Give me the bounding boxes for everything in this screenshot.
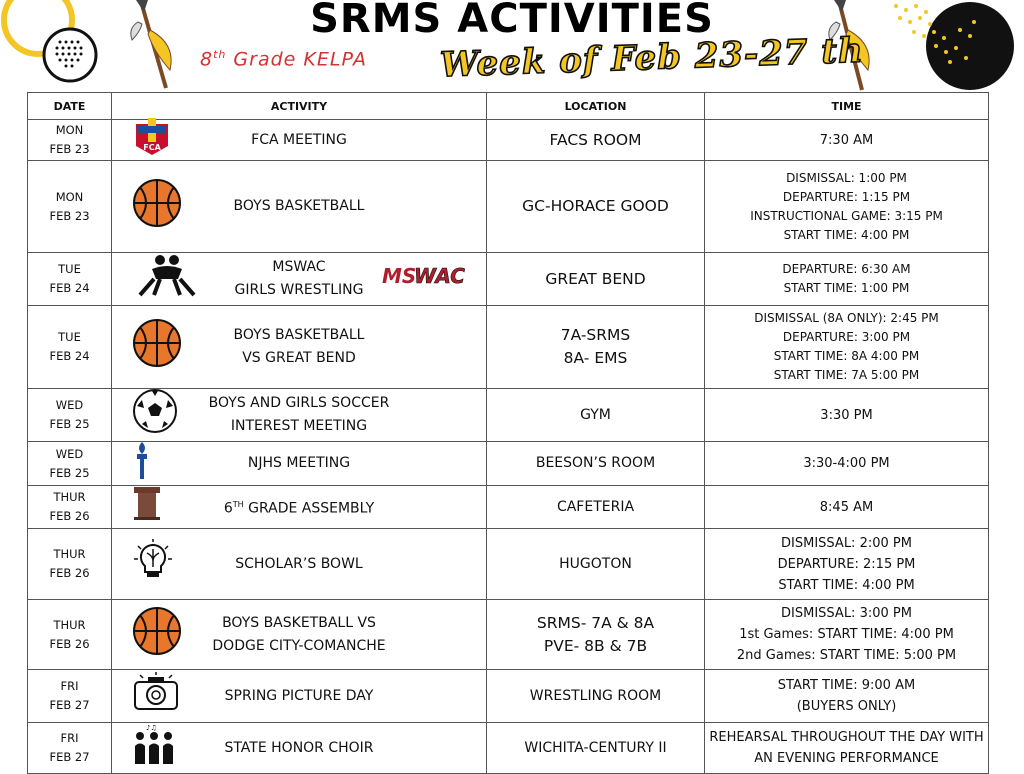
time-cell (705, 306, 989, 389)
table-row (28, 529, 989, 600)
time-value: DEPARTURE: 3:00 PM (782, 330, 911, 344)
time-cell (705, 120, 989, 161)
podium-icon (132, 485, 162, 529)
time-cell (705, 161, 989, 253)
activity-name: BOYS BASKETBALL VS (222, 614, 376, 631)
time-cell (705, 600, 989, 670)
time-value: (BUYERS ONLY) (796, 699, 897, 714)
day-label: TUE (58, 330, 81, 344)
activity-cell (112, 600, 487, 670)
svg-text:FCA: FCA (143, 143, 161, 152)
time-value: START TIME: 9:00 AM (777, 678, 916, 693)
location-name: GREAT BEND (545, 269, 646, 288)
activity-name: FCA MEETING (251, 131, 347, 148)
time-value: START TIME: 8A 4:00 PM (773, 349, 920, 363)
location-cell (487, 253, 705, 306)
brain-bulb-icon (132, 539, 174, 589)
location-cell (487, 600, 705, 670)
mswac-logo (380, 261, 468, 297)
day-label: THUR (53, 547, 86, 561)
wrestling-icon (132, 253, 202, 305)
svg-text:MS: MS (382, 264, 417, 288)
activities-table (27, 92, 989, 774)
location-cell (487, 120, 705, 161)
activity-cell (112, 486, 487, 529)
activity-cell (112, 389, 487, 442)
day-label: THUR (53, 490, 86, 504)
soccer-ball-icon (132, 388, 178, 442)
location-name: CAFETERIA (556, 498, 635, 515)
activity-name: SPRING PICTURE DAY (224, 687, 374, 704)
activity-cell (112, 723, 487, 774)
activity-name: SCHOLAR’S BOWL (235, 555, 363, 572)
date-label: FEB 24 (49, 349, 90, 363)
time-value: DISMISSAL (8A ONLY): 2:45 PM (754, 311, 939, 325)
location-cell (487, 670, 705, 723)
activity-name: VS GREAT BEND (242, 350, 356, 366)
date-cell (28, 253, 112, 306)
day-label: MON (55, 189, 84, 204)
location-cell (487, 161, 705, 253)
day-label: FRI (60, 679, 79, 693)
time-cell (705, 253, 989, 306)
date-label: FEB 26 (49, 509, 90, 523)
column-header-location: LOCATION (487, 93, 705, 120)
date-cell (28, 306, 112, 389)
table-row (28, 389, 989, 442)
table-row (28, 120, 989, 161)
date-label: FEB 23 (49, 208, 90, 223)
date-label: FEB 26 (49, 636, 90, 651)
choir-icon (132, 724, 176, 772)
location-cell (487, 442, 705, 486)
time-value: AN EVENING PERFORMANCE (754, 751, 939, 766)
activity-cell (112, 442, 487, 486)
location-cell (487, 529, 705, 600)
activity-name: BOYS BASKETBALL (233, 198, 365, 214)
date-cell (28, 161, 112, 253)
basketball-icon (132, 178, 182, 236)
svg-text:WAC: WAC (414, 264, 465, 288)
time-value: 3:30-4:00 PM (803, 456, 890, 471)
torch-icon (132, 440, 152, 488)
activity-name: INTEREST MEETING (230, 418, 368, 434)
svg-text:♪♫: ♪♫ (146, 724, 157, 732)
date-cell (28, 389, 112, 442)
activity-name: STATE HONOR CHOIR (224, 739, 374, 756)
location-name: GC-HORACE GOOD (522, 197, 669, 215)
time-cell (705, 486, 989, 529)
time-cell (705, 723, 989, 774)
date-cell (28, 442, 112, 486)
time-value: START TIME: 1:00 PM (783, 281, 910, 295)
basketball-icon (132, 606, 182, 664)
activity-name: 6TH GRADE ASSEMBLY (223, 500, 375, 517)
date-cell (28, 600, 112, 670)
subtitle: 8th Grade KELPA (200, 48, 367, 71)
week-heading: Week of Feb 23-27 th (439, 30, 865, 86)
time-value: START TIME: 7A 5:00 PM (773, 368, 920, 382)
table-row (28, 670, 989, 723)
time-value: START TIME: 4:00 PM (783, 227, 910, 242)
activity-name: BOYS AND GIRLS SOCCER (208, 395, 390, 411)
time-value: 3:30 PM (820, 407, 873, 423)
date-cell (28, 120, 112, 161)
activity-name: NJHS MEETING (247, 455, 351, 471)
time-value: DEPARTURE: 6:30 AM (782, 262, 911, 276)
location-name: GYM (580, 406, 611, 423)
time-value: DISMISSAL: 1:00 PM (786, 170, 907, 185)
time-cell (705, 529, 989, 600)
location-name: SRMS- 7A & 8A (536, 613, 655, 632)
fca-logo-icon (132, 116, 172, 164)
location-cell (487, 306, 705, 389)
day-label: MON (55, 123, 84, 137)
activity-cell (112, 670, 487, 723)
date-label: FEB 24 (49, 281, 90, 295)
activity-name: MSWAC (272, 259, 326, 275)
camera-icon (132, 672, 180, 720)
time-cell (705, 442, 989, 486)
column-header-time: TIME (705, 93, 989, 120)
location-cell (487, 486, 705, 529)
location-name: PVE- 8B & 7B (543, 636, 648, 655)
time-cell (705, 389, 989, 442)
date-label: FEB 25 (49, 417, 90, 431)
date-label: FEB 27 (49, 698, 90, 712)
basketball-icon (132, 318, 182, 376)
activity-cell (112, 161, 487, 253)
page-title: SRMS ACTIVITIES (310, 0, 714, 42)
time-value: 2nd Games: START TIME: 5:00 PM (736, 648, 957, 663)
time-value: REHEARSAL THROUGHOUT THE DAY WITH (709, 730, 984, 745)
date-cell (28, 670, 112, 723)
date-cell (28, 486, 112, 529)
activity-name: GIRLS WRESTLING (234, 282, 364, 298)
day-label: TUE (58, 262, 81, 276)
table-row (28, 600, 989, 670)
time-value: DISMISSAL: 2:00 PM (781, 535, 912, 551)
day-label: WED (55, 446, 84, 461)
activity-cell (112, 253, 487, 306)
table-row (28, 253, 989, 306)
time-value: START TIME: 4:00 PM (778, 577, 915, 593)
location-name: WICHITA-CENTURY II (524, 739, 667, 756)
date-label: FEB 27 (49, 750, 90, 764)
activity-cell (112, 529, 487, 600)
activity-cell (112, 120, 487, 161)
time-value: 8:45 AM (819, 499, 874, 515)
time-cell (705, 670, 989, 723)
date-cell (28, 723, 112, 774)
table-row (28, 306, 989, 389)
date-label: FEB 25 (49, 465, 90, 480)
table-row (28, 161, 989, 253)
date-label: FEB 23 (49, 142, 90, 156)
activity-cell (112, 306, 487, 389)
table-row (28, 486, 989, 529)
column-header-date: DATE (28, 93, 112, 120)
activity-name: DODGE CITY-COMANCHE (212, 637, 386, 654)
day-label: FRI (60, 731, 79, 745)
time-value: DEPARTURE: 1:15 PM (782, 189, 911, 204)
day-label: THUR (53, 617, 86, 632)
time-value: 1st Games: START TIME: 4:00 PM (739, 627, 954, 642)
time-value: DISMISSAL: 3:00 PM (781, 606, 912, 621)
location-name: BEESON’S ROOM (535, 455, 656, 471)
date-label: FEB 26 (49, 566, 90, 580)
location-cell (487, 389, 705, 442)
date-cell (28, 529, 112, 600)
column-header-activity: ACTIVITY (112, 93, 487, 120)
table-row (28, 723, 989, 774)
location-name: 7A-SRMS (560, 326, 631, 344)
location-name: FACS ROOM (549, 130, 642, 149)
location-name: WRESTLING ROOM (529, 687, 662, 704)
table-row (28, 442, 989, 486)
time-value: DEPARTURE: 2:15 PM (777, 556, 916, 572)
location-name: 8A- EMS (563, 349, 628, 367)
time-value: INSTRUCTIONAL GAME: 3:15 PM (750, 208, 943, 223)
day-label: WED (55, 398, 84, 412)
location-name: HUGOTON (559, 555, 632, 572)
time-value: 7:30 AM (819, 132, 874, 148)
location-cell (487, 723, 705, 774)
activity-name: BOYS BASKETBALL (233, 327, 365, 343)
